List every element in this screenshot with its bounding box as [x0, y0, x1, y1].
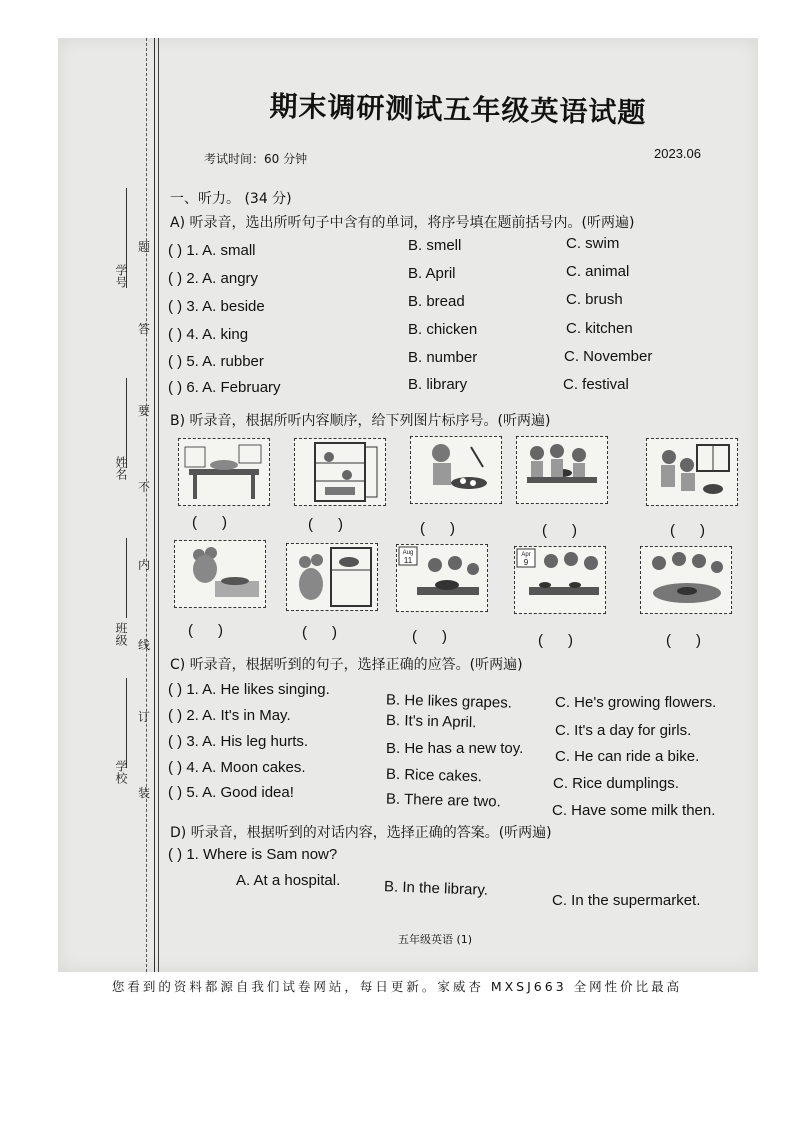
- student-id-label: 学号: [114, 264, 128, 288]
- part-a-q4-a: ( ) 4. A. king: [168, 326, 249, 343]
- part-a-q3-b: B. bread: [408, 293, 465, 310]
- part-a-q5-c: C. November: [564, 348, 653, 365]
- section-heading: 一、听力。 (34 分): [170, 191, 292, 207]
- part-a-q3-c: C. brush: [566, 291, 623, 308]
- fridge-icon: [294, 438, 386, 506]
- seal-char: 订: [138, 710, 151, 724]
- class-label: 班级: [114, 622, 128, 646]
- part-c-q3-b: B. He has a new toy.: [386, 740, 524, 757]
- calendar-family-icon: [514, 546, 606, 614]
- exam-date: 2023.06: [654, 146, 701, 161]
- part-c-q2-b: B. It's in April.: [385, 711, 477, 732]
- binding-line-inner: [158, 38, 159, 972]
- window-kids-icon: [646, 438, 738, 506]
- part-a-q1-b: B. smell: [408, 237, 462, 254]
- part-a-q4-c: C. kitchen: [566, 320, 633, 337]
- part-d-q1: ( ) 1. Where is Sam now?: [168, 846, 338, 863]
- seal-char: 题: [138, 240, 151, 254]
- part-a-q3-a: ( ) 3. A. beside: [168, 298, 265, 315]
- mouse-fridge-icon: [286, 543, 378, 611]
- part-a-q5-b: B. number: [408, 349, 478, 366]
- seal-char: 装: [138, 786, 151, 800]
- mouse-washing-icon: [174, 540, 266, 608]
- part-c-q4-a: ( ) 4. A. Moon cakes.: [168, 759, 306, 776]
- part-a-q1-a: ( ) 1. A. small: [168, 242, 256, 259]
- part-a-q6-c: C. festival: [563, 376, 629, 393]
- part-d-instruction: D) 听录音，根据听到的对话内容，选择正确的答案。(听两遍): [170, 825, 552, 841]
- part-a-q2-c: C. animal: [566, 263, 630, 280]
- page-number: 五年级英语 (1): [398, 933, 473, 946]
- seal-char: 线: [138, 638, 151, 652]
- answer-paren-5[interactable]: ( ): [670, 522, 705, 539]
- part-c-q2-a: ( ) 2. A. It's in May.: [168, 707, 291, 724]
- part-c-q5-b: B. There are two.: [385, 790, 501, 811]
- exam-paper: [58, 38, 758, 972]
- part-a-q2-a: ( ) 2. A. angry: [168, 270, 259, 287]
- part-d-q1-b: B. In the library.: [383, 878, 489, 899]
- answer-paren-8[interactable]: ( ): [412, 628, 447, 645]
- answer-paren-4[interactable]: ( ): [542, 522, 577, 539]
- class-line: [126, 538, 127, 618]
- part-d-q1-a: A. At a hospital.: [236, 872, 341, 889]
- answer-paren-10[interactable]: ( ): [666, 632, 701, 649]
- fold-line: [146, 38, 147, 972]
- part-c-q3-a: ( ) 3. A. His leg hurts.: [168, 733, 309, 750]
- calendar-day-label: 9: [523, 558, 529, 567]
- family-meal-icon: [516, 436, 608, 504]
- part-c-q3-c: C. He can ride a bike.: [555, 748, 700, 765]
- part-a-q1-c: C. swim: [566, 235, 620, 252]
- name-label: 姓名: [114, 456, 128, 480]
- page-title: 期末调研测试五年级英语试题: [269, 89, 647, 130]
- school-label: 学校: [114, 760, 128, 784]
- seal-char: 答: [138, 322, 151, 336]
- footer-note: 您看到的资料都源自我们试卷网站，每日更新。家威杏 MXSJ663 全网性价比最高: [111, 979, 683, 994]
- answer-paren-3[interactable]: ( ): [420, 520, 455, 537]
- part-a-q4-b: B. chicken: [408, 321, 478, 338]
- part-b-instruction: B) 听录音，根据所听内容顺序，给下列图片标序号。(听两遍): [170, 413, 551, 429]
- part-c-instruction: C) 听录音，根据听到的句子，选择正确的应答。(听两遍): [170, 657, 523, 673]
- part-d-q1-c: C. In the supermarket.: [552, 892, 701, 909]
- dining-table-icon: [178, 438, 270, 506]
- seal-char: 内: [138, 558, 151, 572]
- binding-line: [154, 38, 155, 972]
- part-c-q5-c: C. Have some milk then.: [552, 802, 716, 819]
- part-a-q6-a: ( ) 6. A. February: [168, 379, 281, 396]
- part-a-q5-a: ( ) 5. A. rubber: [168, 353, 264, 370]
- part-c-q2-c: C. It's a day for girls.: [555, 722, 692, 739]
- calendar-day-label: 11: [403, 556, 413, 565]
- calendar-month-label: Aug: [402, 550, 414, 556]
- part-a-q6-b: B. library: [408, 376, 468, 393]
- cooking-boy-icon: [410, 436, 502, 504]
- part-c-q5-a: ( ) 5. A. Good idea!: [168, 784, 294, 801]
- seal-char: 不: [138, 480, 151, 494]
- answer-paren-7[interactable]: ( ): [302, 624, 337, 641]
- part-c-q4-b: B. Rice cakes.: [385, 765, 483, 786]
- part-a-q2-b: B. April: [408, 265, 456, 282]
- name-line: [126, 378, 127, 468]
- calendar-month-label: Apr: [521, 552, 531, 558]
- answer-paren-1[interactable]: ( ): [192, 514, 227, 531]
- answer-paren-9[interactable]: ( ): [538, 632, 573, 649]
- part-c-q1-a: ( ) 1. A. He likes singing.: [168, 681, 330, 698]
- school-line: [126, 678, 127, 768]
- answer-paren-6[interactable]: ( ): [188, 622, 223, 639]
- exam-time: 考试时间：60 分钟: [204, 152, 308, 166]
- part-c-q1-c: C. He's growing flowers.: [555, 694, 717, 711]
- calendar-party-icon: [396, 544, 488, 612]
- seal-char: 要: [138, 404, 151, 418]
- family-dinner-icon: [640, 546, 732, 614]
- answer-paren-2[interactable]: ( ): [308, 516, 343, 533]
- part-c-q1-b: B. He likes grapes.: [385, 691, 513, 712]
- part-a-instruction: A) 听录音，选出所听句子中含有的单词，将序号填在题前括号内。(听两遍): [170, 215, 635, 231]
- part-c-q4-c: C. Rice dumplings.: [553, 775, 679, 792]
